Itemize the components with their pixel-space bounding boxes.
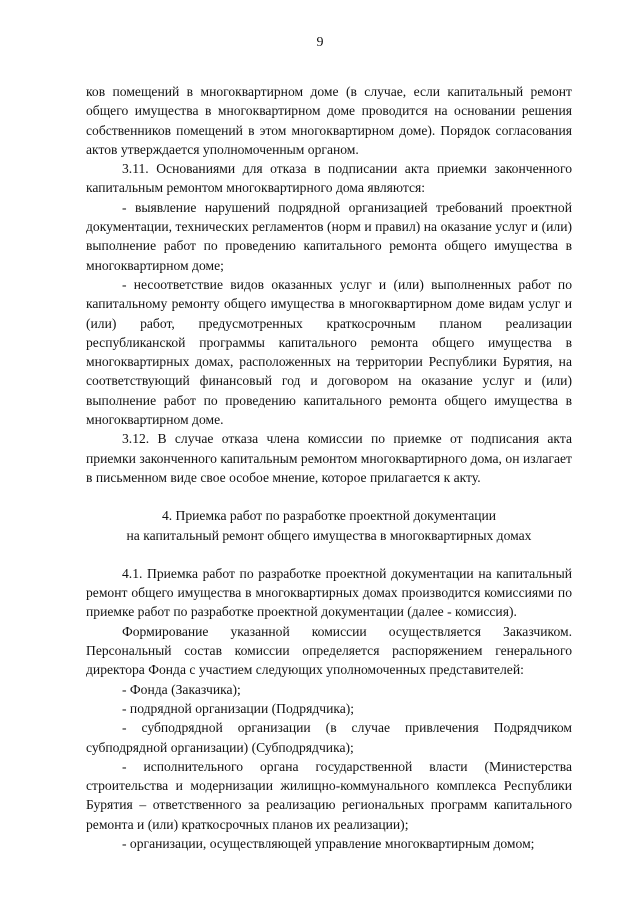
list-item: - субподрядной организации (в случае привлечения Подрядчиком субподрядной организации) (Субподрядчика); xyxy=(86,720,572,755)
list-item: - подрядной организации (Подрядчика); xyxy=(122,700,355,716)
list-item: - организации, осуществляющей управление многоквартирным домом; xyxy=(122,835,535,851)
paragraph: 4.1. Приемка работ по разработке проектной документации на капитальный ремонт общего имущества в многоквартирных домах производится комиссиями по приемке работ по разработке проектной документации (далее - комиссия). xyxy=(86,565,572,620)
section-heading-line1: 4. Приемка работ по разработке проектной документации xyxy=(161,508,497,524)
page-number: 9 xyxy=(316,35,324,50)
paragraph: ков помещений в многоквартирном доме (в случае, если капитальный ремонт общего имущества в многоквартирном доме проводится на основании решения собственников помещений в этом многоквартирном доме). Порядок согласования актов утверждается уполномоченным органом. xyxy=(86,84,572,157)
list-item: - Фонда (Заказчика); xyxy=(122,681,241,697)
paragraph: 3.12. В случае отказа члена комиссии по приемке от подписания акта приемки законченного капитальным ремонтом многоквартирного дома, он излагает в письменном виде свое особое мнение, которое прилагается к акту. xyxy=(86,431,572,485)
paragraph: Формирование указанной комиссии осуществляется Заказчиком. Персональный состав комиссии определяется распоряжением генерального директора Фонда с участием следующих уполномоченных представителей: xyxy=(86,623,572,678)
list-item: - исполнительного органа государственной власти (Министерства строительства и модернизации жилищно-коммунального комплекса Республики Бурятия – ответственного за реализацию региональных программ капитального ремонта и (или) краткосрочных планов их реализации); xyxy=(86,758,572,832)
paragraph: 3.11. Основаниями для отказа в подписании акта приемки законченного капитальным ремонтом многоквартирного дома являются: xyxy=(86,161,572,196)
section-heading-line2: на капитальный ремонт общего имущества в многоквартирных домах xyxy=(126,527,532,543)
list-item: - выявление нарушений подрядной организацией требований проектной документации, технических регламентов (норм и правил) на оказание услуг и (или) выполнение работ по проведению капитального ремонта общего имущества в многоквартирном доме; xyxy=(86,199,572,273)
list-item: - несоответствие видов оказанных услуг и (или) выполненных работ по капитальному ремонту общего имущества в многоквартирном доме видам услуг и (или) работ, предусмотренных краткосрочным планом реализации республиканской программы капитального ремонта общего имущества в многоквартирных домах, расположенных на территории Республики Бурятия, на соответствующий финансовый год и договором на оказание услуг и (или) выполнение работ по проведению капитального ремонта общего имущества в многоквартирном доме. xyxy=(86,276,572,428)
document-body xyxy=(86,82,572,853)
